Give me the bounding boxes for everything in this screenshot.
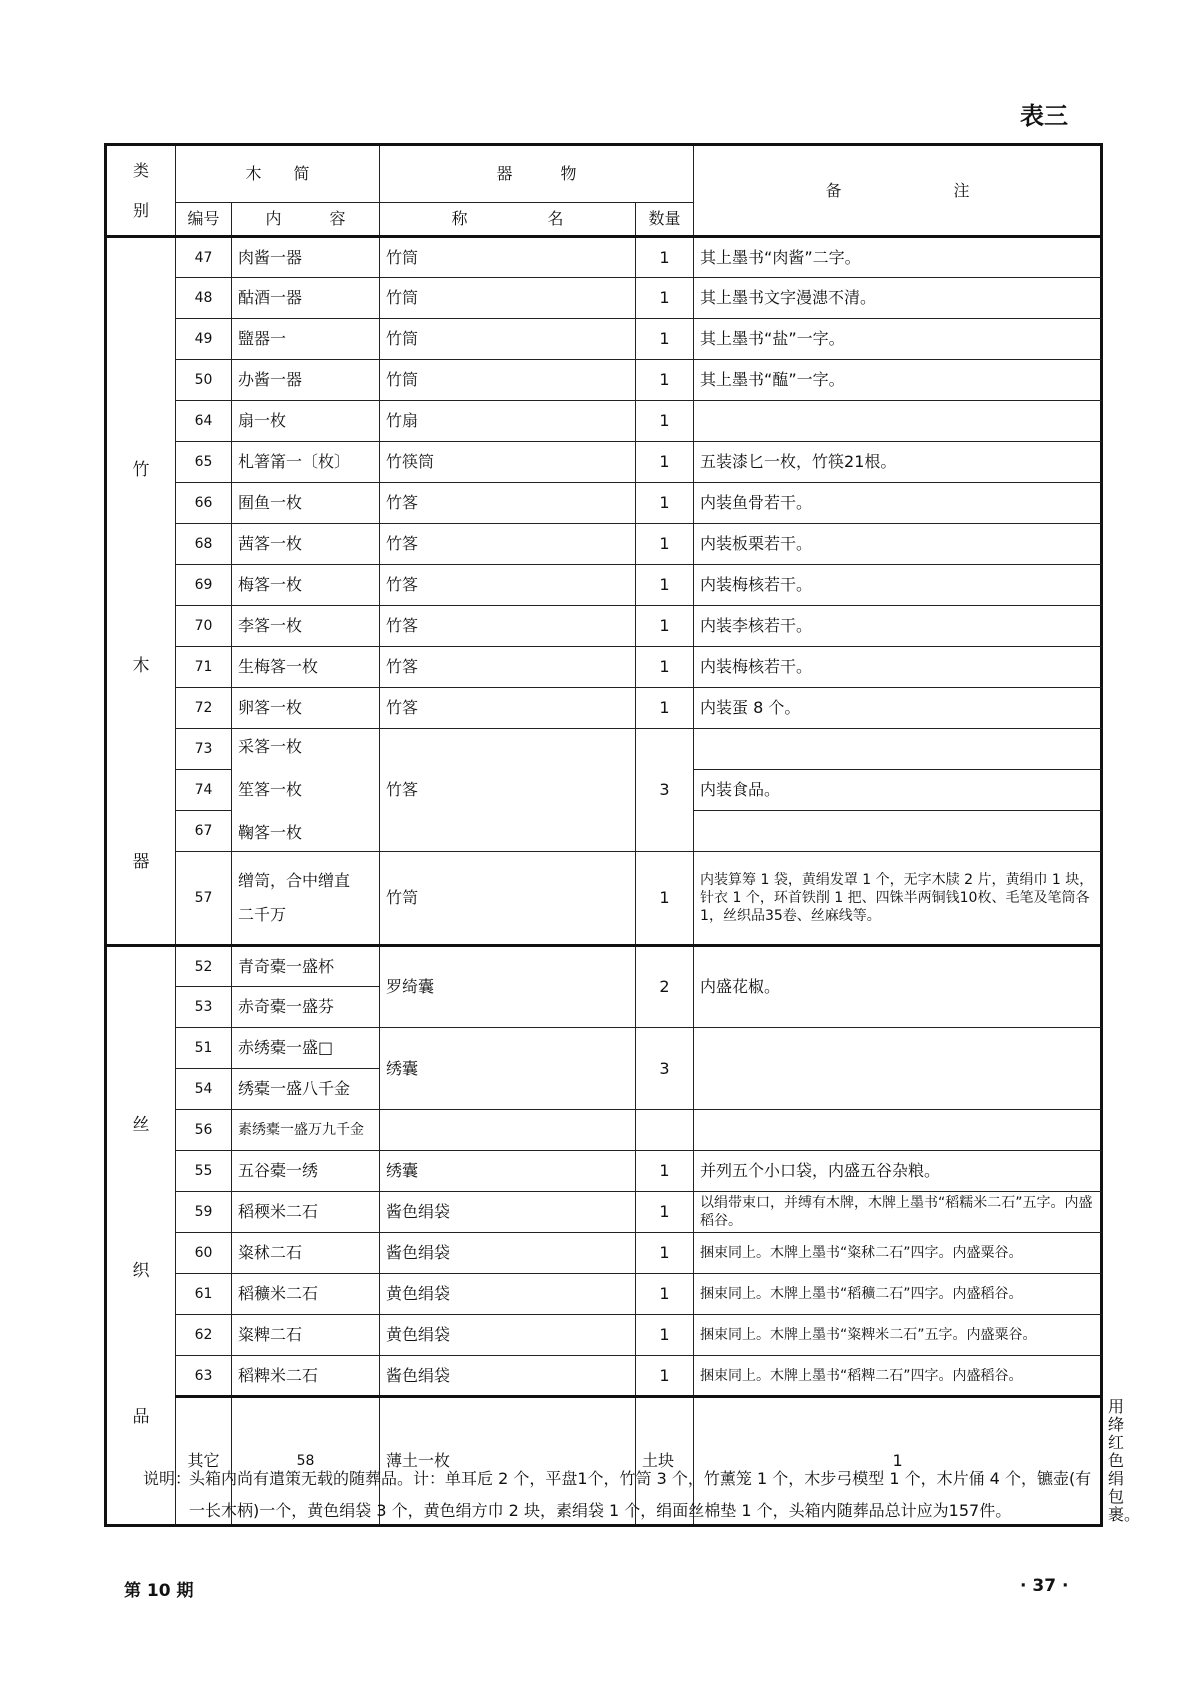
table-row [106, 852, 1102, 946]
table-row [106, 565, 1102, 606]
object-name: 罗绮囊 [380, 946, 636, 1028]
footnote-text: 头箱内尚有遣策无载的随葬品。计：单耳卮 2 个，平盘1个，竹笥 3 个，竹薰笼 1 个，木步弓模型 1 个，木片俑 4 个，镳壶(有一长木柄)一个，黄色绢袋 3 个，黄色绢方巾 2 块，素绢袋 1 个，绢面丝棉垫 1 个，头箱内随葬品总计应为157件。 [189, 1469, 1092, 1520]
slip-content: 稻粺米二石 [232, 1356, 380, 1397]
remark: 捆束同上。木牌上墨书“粢粺米二石”五字。内盛粟谷。 [694, 1315, 1102, 1356]
slip-content: 粢秫二石 [232, 1233, 380, 1274]
slip-content: 生梅笿一枚 [232, 647, 380, 688]
object-name: 竹笿 [380, 647, 636, 688]
slip-no: 51 [176, 1028, 232, 1069]
object-name: 黄色绢袋 [380, 1274, 636, 1315]
slip-content: 梅笿一枚 [232, 565, 380, 606]
category-char: 木 [132, 656, 150, 676]
slip-content: 赤绣橐一盛□ [232, 1028, 380, 1069]
object-qty: 1 [636, 483, 694, 524]
object-name: 绣囊 [380, 1151, 636, 1192]
object-qty: 1 [636, 565, 694, 606]
object-qty: 1 [636, 647, 694, 688]
table-row [106, 1151, 1102, 1192]
category-char: 器 [132, 852, 150, 872]
header-slip-group: 木 简 [176, 145, 380, 203]
remark: 捆束同上。木牌上墨书“粢秫二石”四字。内盛粟谷。 [694, 1233, 1102, 1274]
object-qty: 1 [636, 1274, 694, 1315]
object-name: 竹筒 [380, 319, 636, 360]
slip-content: 绣橐一盛八千金 [232, 1069, 380, 1110]
remark: 其上墨书“盐”一字。 [694, 319, 1102, 360]
header-remarks: 备 注 [694, 145, 1102, 237]
slip-no: 73 [176, 729, 232, 770]
remark: 其上墨书“醢”一字。 [694, 360, 1102, 401]
footnote-label: 说明： [143, 1469, 192, 1488]
category-bamboo-wood [106, 237, 176, 946]
table-row [106, 1192, 1102, 1233]
remark: 以绢带束口，并缚有木牌，木牌上墨书“稻糯米二石”五字。内盛稻谷。 [694, 1192, 1102, 1233]
object-qty: 1 [636, 1356, 694, 1397]
object-name: 竹笥 [380, 852, 636, 946]
object-name: 竹笿 [380, 606, 636, 647]
object-name: 酱色绢袋 [380, 1356, 636, 1397]
slip-no: 54 [176, 1069, 232, 1110]
slip-content: 办酱一器 [232, 360, 380, 401]
object-name: 竹笿 [380, 688, 636, 729]
object-name: 竹筷筒 [380, 442, 636, 483]
object-qty: 1 [636, 442, 694, 483]
table-row [106, 1110, 1102, 1151]
remark: 内装梅核若干。 [694, 565, 1102, 606]
table-row [106, 442, 1102, 483]
remark: 内装板栗若干。 [694, 524, 1102, 565]
remark: 内装李核若干。 [694, 606, 1102, 647]
object-name: 竹笿 [380, 565, 636, 606]
remark: 其上墨书“肉酱”二字。 [694, 237, 1102, 278]
remark: 捆束同上。木牌上墨书“稻粺二石”四字。内盛稻谷。 [694, 1356, 1102, 1397]
object-name: 竹筒 [380, 237, 636, 278]
object-name: 竹扇 [380, 401, 636, 442]
slip-content: 鞠笿一枚 [238, 823, 303, 842]
remark: 并列五个小口袋，内盛五谷杂粮。 [694, 1151, 1102, 1192]
slip-content: 采笿一枚 [238, 737, 303, 756]
table-row: 其它 58 薄土一枚 土块 1 用绛红色绢包裹。 [106, 1397, 1102, 1526]
slip-content: 笙笿一枚 [238, 780, 303, 799]
category-char: 竹 [132, 460, 150, 480]
table-row [106, 1233, 1102, 1274]
remark [694, 811, 1102, 852]
object-name: 黄色绢袋 [380, 1315, 636, 1356]
object-name: 土块 [636, 1397, 694, 1526]
slip-no: 56 [176, 1110, 232, 1151]
slip-content: 粢粺二石 [232, 1315, 380, 1356]
header-slip-no: 编号 [176, 203, 232, 237]
remark: 其上墨书文字漫漶不清。 [694, 278, 1102, 319]
table-row [106, 729, 1102, 770]
object-qty: 1 [636, 278, 694, 319]
slip-no: 60 [176, 1233, 232, 1274]
object-qty: 1 [636, 1151, 694, 1192]
table-row [106, 237, 1102, 278]
slip-no: 47 [176, 237, 232, 278]
object-qty [636, 1110, 694, 1151]
remark: 内装蛋 8 个。 [694, 688, 1102, 729]
remark: 捆束同上。木牌上墨书“稻穬二石”四字。内盛稻谷。 [694, 1274, 1102, 1315]
slip-content: 卵笿一枚 [232, 688, 380, 729]
table-row [106, 401, 1102, 442]
slip-no: 58 [232, 1397, 380, 1526]
table-row [106, 360, 1102, 401]
object-name: 竹笿 [380, 524, 636, 565]
table-row [106, 524, 1102, 565]
remark: 内装食品。 [694, 770, 1102, 811]
object-name [380, 1110, 636, 1151]
slip-content [232, 852, 380, 946]
remark: 内装鱼骨若干。 [694, 483, 1102, 524]
header-category-line2: 别 [132, 200, 149, 220]
slip-no: 48 [176, 278, 232, 319]
table-row [106, 1356, 1102, 1397]
slip-content: 赤奇橐一盛芬 [232, 987, 380, 1028]
object-qty: 1 [636, 606, 694, 647]
object-qty: 1 [636, 319, 694, 360]
object-name: 竹笿 [380, 483, 636, 524]
slip-no: 65 [176, 442, 232, 483]
slip-content: 青奇橐一盛杯 [232, 946, 380, 987]
table-row [106, 1028, 1102, 1069]
slip-content: 囿鱼一枚 [232, 483, 380, 524]
header-name: 称 名 [380, 203, 636, 237]
slip-no: 63 [176, 1356, 232, 1397]
header-object-group: 器 物 [380, 145, 694, 203]
remark [694, 1028, 1102, 1110]
slip-no: 67 [176, 811, 232, 852]
slip-content: 盬器一 [232, 319, 380, 360]
object-name: 绣囊 [380, 1028, 636, 1110]
footnote [143, 1463, 1103, 1527]
slip-no: 61 [176, 1274, 232, 1315]
table-row [106, 946, 1102, 987]
slip-content-group [232, 729, 380, 852]
table-row [106, 688, 1102, 729]
category-char: 品 [132, 1406, 150, 1427]
remark [694, 401, 1102, 442]
slip-content-line: 二千万 [238, 905, 287, 924]
category-other: 其它 [176, 1397, 232, 1526]
object-name: 竹笿 [380, 729, 636, 852]
object-qty: 1 [636, 524, 694, 565]
slip-no: 59 [176, 1192, 232, 1233]
table-row [106, 1274, 1102, 1315]
object-qty: 3 [636, 729, 694, 852]
slip-no: 53 [176, 987, 232, 1028]
remark [694, 1110, 1102, 1151]
object-name: 酱色绢袋 [380, 1233, 636, 1274]
slip-no: 50 [176, 360, 232, 401]
table-row [106, 606, 1102, 647]
object-qty: 3 [636, 1028, 694, 1110]
slip-content: 五谷橐一绣 [232, 1151, 380, 1192]
slip-content: 稻穬米二石 [232, 1274, 380, 1315]
category-char: 织 [132, 1260, 150, 1281]
header-content: 内 容 [232, 203, 380, 237]
object-qty: 1 [636, 237, 694, 278]
object-qty: 1 [636, 401, 694, 442]
object-qty: 2 [636, 946, 694, 1028]
table-row [106, 278, 1102, 319]
header-row-1 [106, 145, 1102, 203]
slip-no: 71 [176, 647, 232, 688]
category-char: 丝 [132, 1114, 150, 1135]
inventory-table [104, 143, 1141, 1527]
remark: 内装算筹 1 袋，黄绢发罩 1 个，无字木牍 2 片，黄绢巾 1 块，针衣 1 个，环首铁削 1 把、四铢半两铜钱10枚、毛笔及笔筒各 1，丝织品35卷、丝麻线等。 [694, 852, 1102, 946]
slip-content: 札箸筩一〔枚〕 [232, 442, 380, 483]
category-silk [106, 946, 176, 1526]
remark [694, 729, 1102, 770]
slip-content: 薄土一枚 [380, 1397, 636, 1526]
object-name: 竹筒 [380, 278, 636, 319]
slip-content: 茜笿一枚 [232, 524, 380, 565]
object-name: 竹筒 [380, 360, 636, 401]
slip-no: 55 [176, 1151, 232, 1192]
object-qty: 1 [636, 1233, 694, 1274]
object-qty: 1 [636, 852, 694, 946]
slip-no: 74 [176, 770, 232, 811]
slip-no: 49 [176, 319, 232, 360]
slip-content: 扇一枚 [232, 401, 380, 442]
slip-no: 57 [176, 852, 232, 946]
slip-content-line: 缯笥，合中缯直 [238, 871, 351, 890]
object-qty: 1 [636, 1315, 694, 1356]
page-number: · 37 · [1020, 1576, 1069, 1596]
slip-content: 肉酱一器 [232, 237, 380, 278]
issue-number: 第 10 期 [124, 1581, 194, 1601]
slip-no: 52 [176, 946, 232, 987]
header-category [106, 145, 176, 237]
slip-content: 素绣橐一盛万九千金 [232, 1110, 380, 1151]
slip-no: 64 [176, 401, 232, 442]
table-title: 表三 [1020, 102, 1068, 130]
header-quantity: 数量 [636, 203, 694, 237]
slip-no: 68 [176, 524, 232, 565]
table-row [106, 647, 1102, 688]
object-qty: 1 [636, 1192, 694, 1233]
table-row [106, 1315, 1102, 1356]
slip-no: 70 [176, 606, 232, 647]
slip-no: 66 [176, 483, 232, 524]
slip-no: 69 [176, 565, 232, 606]
object-qty: 1 [636, 360, 694, 401]
remark: 内装梅核若干。 [694, 647, 1102, 688]
slip-content: 酤酒一器 [232, 278, 380, 319]
object-qty: 1 [694, 1397, 1102, 1526]
object-name: 酱色绢袋 [380, 1192, 636, 1233]
remark: 内盛花椒。 [694, 946, 1102, 1028]
table-row [106, 319, 1102, 360]
remark: 五装漆匕一枚，竹筷21根。 [694, 442, 1102, 483]
slip-content: 稻稬米二石 [232, 1192, 380, 1233]
slip-no: 62 [176, 1315, 232, 1356]
header-category-line1: 类 [132, 160, 149, 180]
table-row [106, 483, 1102, 524]
slip-content: 李笿一枚 [232, 606, 380, 647]
object-qty: 1 [636, 688, 694, 729]
slip-no: 72 [176, 688, 232, 729]
